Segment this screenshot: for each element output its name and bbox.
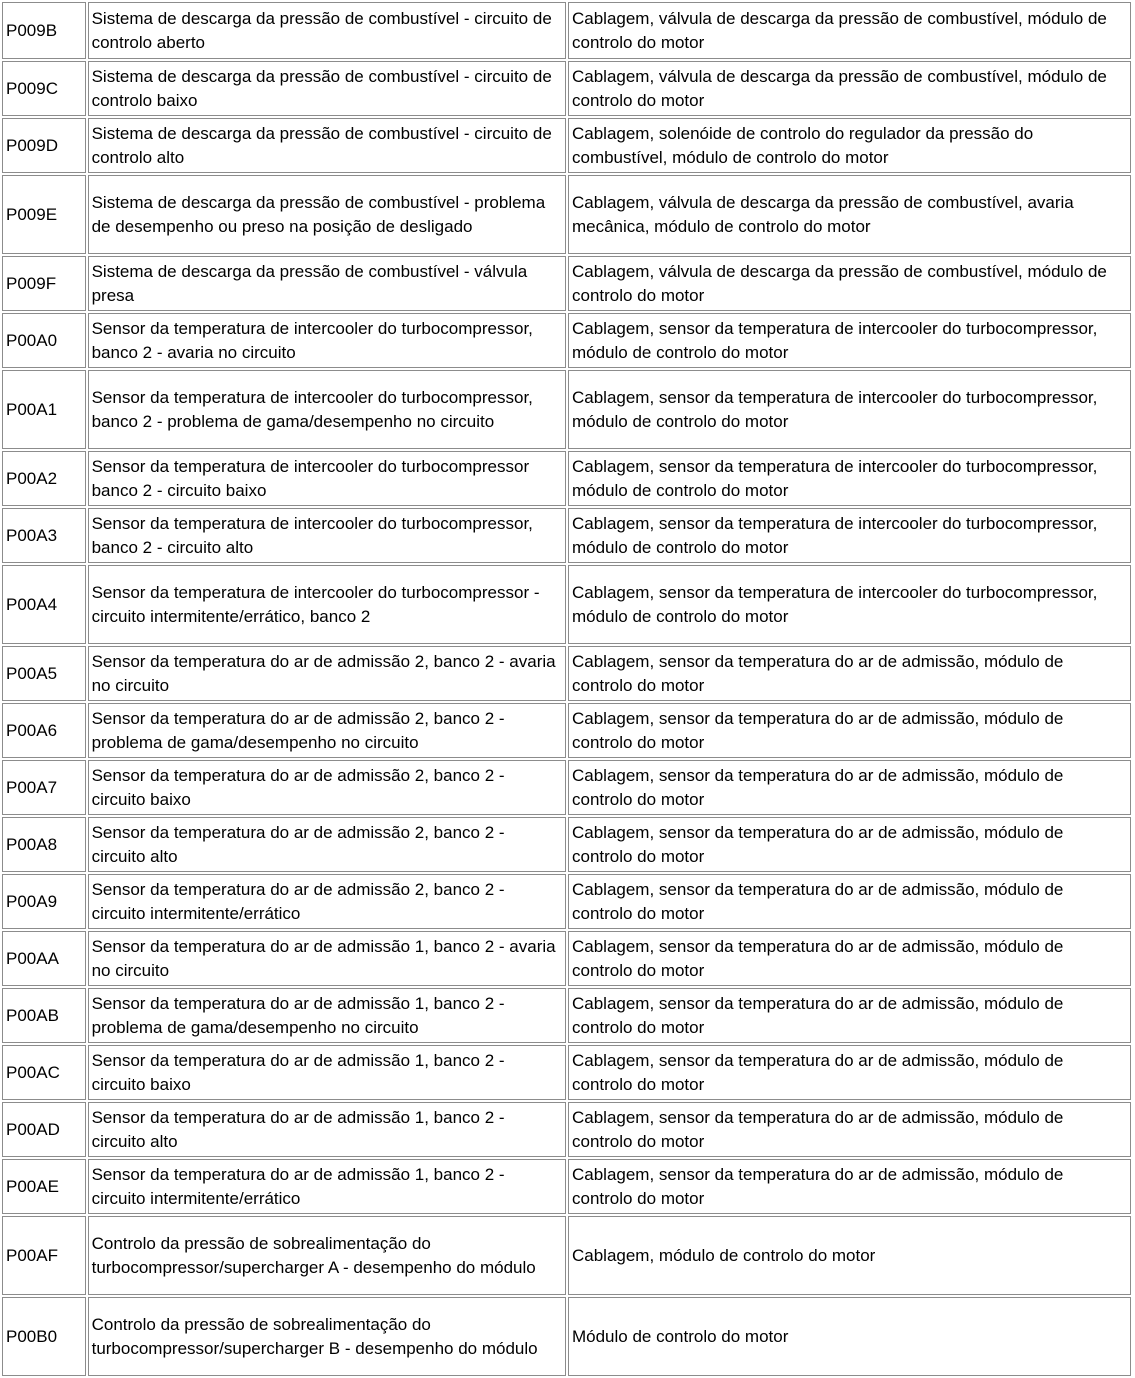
table-row bbox=[2, 1159, 1131, 1214]
fault-code-cell: P009D bbox=[2, 118, 86, 173]
table-row bbox=[2, 988, 1131, 1043]
possible-cause-cell: Cablagem, sensor da temperatura de intercooler do turbocompressor, módulo de controlo do motor bbox=[568, 313, 1131, 368]
possible-cause-cell: Cablagem, válvula de descarga da pressão de combustível, módulo de controlo do motor bbox=[568, 256, 1131, 311]
table-row bbox=[2, 703, 1131, 758]
possible-cause-cell: Cablagem, solenóide de controlo do regulador da pressão do combustível, módulo de controlo do motor bbox=[568, 118, 1131, 173]
fault-code-cell: P00AE bbox=[2, 1159, 86, 1214]
table-row bbox=[2, 565, 1131, 644]
fault-description-cell: Sensor da temperatura de intercooler do turbocompressor, banco 2 - problema de gama/desempenho no circuito bbox=[88, 370, 566, 449]
possible-cause-cell: Cablagem, sensor da temperatura do ar de admissão, módulo de controlo do motor bbox=[568, 703, 1131, 758]
fault-code-cell: P00AD bbox=[2, 1102, 86, 1157]
table-row bbox=[2, 1216, 1131, 1295]
fault-description-cell: Sensor da temperatura de intercooler do turbocompressor, banco 2 - avaria no circuito bbox=[88, 313, 566, 368]
fault-description-cell: Sensor da temperatura de intercooler do turbocompressor banco 2 - circuito baixo bbox=[88, 451, 566, 506]
possible-cause-cell: Cablagem, sensor da temperatura do ar de admissão, módulo de controlo do motor bbox=[568, 874, 1131, 929]
table-row bbox=[2, 256, 1131, 311]
table-row bbox=[2, 931, 1131, 986]
possible-cause-cell: Cablagem, sensor da temperatura do ar de admissão, módulo de controlo do motor bbox=[568, 1102, 1131, 1157]
fault-code-cell: P00A4 bbox=[2, 565, 86, 644]
fault-code-cell: P00B0 bbox=[2, 1297, 86, 1376]
table-row bbox=[2, 508, 1131, 563]
fault-description-cell: Sensor da temperatura do ar de admissão 1, banco 2 - circuito intermitente/errático bbox=[88, 1159, 566, 1214]
fault-description-cell: Sistema de descarga da pressão de combustível - problema de desempenho ou preso na posição de desligado bbox=[88, 175, 566, 254]
fault-code-cell: P00A0 bbox=[2, 313, 86, 368]
fault-code-table-body bbox=[2, 2, 1131, 1376]
fault-code-cell: P00AF bbox=[2, 1216, 86, 1295]
possible-cause-cell: Cablagem, válvula de descarga da pressão de combustível, módulo de controlo do motor bbox=[568, 61, 1131, 116]
fault-code-cell: P00A1 bbox=[2, 370, 86, 449]
possible-cause-cell: Módulo de controlo do motor bbox=[568, 1297, 1131, 1376]
table-row bbox=[2, 61, 1131, 116]
fault-code-cell: P009C bbox=[2, 61, 86, 116]
possible-cause-cell: Cablagem, sensor da temperatura de intercooler do turbocompressor, módulo de controlo do motor bbox=[568, 565, 1131, 644]
possible-cause-cell: Cablagem, módulo de controlo do motor bbox=[568, 1216, 1131, 1295]
possible-cause-cell: Cablagem, sensor da temperatura do ar de admissão, módulo de controlo do motor bbox=[568, 931, 1131, 986]
table-row bbox=[2, 451, 1131, 506]
fault-description-cell: Sensor da temperatura do ar de admissão 2, banco 2 - circuito baixo bbox=[88, 760, 566, 815]
possible-cause-cell: Cablagem, sensor da temperatura do ar de admissão, módulo de controlo do motor bbox=[568, 760, 1131, 815]
fault-description-cell: Sensor da temperatura do ar de admissão 1, banco 2 - problema de gama/desempenho no circuito bbox=[88, 988, 566, 1043]
fault-description-cell: Sistema de descarga da pressão de combustível - válvula presa bbox=[88, 256, 566, 311]
fault-description-cell: Sensor da temperatura do ar de admissão 2, banco 2 - avaria no circuito bbox=[88, 646, 566, 701]
possible-cause-cell: Cablagem, sensor da temperatura do ar de admissão, módulo de controlo do motor bbox=[568, 1045, 1131, 1100]
fault-code-cell: P009B bbox=[2, 2, 86, 59]
fault-description-cell: Sistema de descarga da pressão de combustível - circuito de controlo baixo bbox=[88, 61, 566, 116]
fault-description-cell: Sensor da temperatura do ar de admissão 2, banco 2 - circuito intermitente/errático bbox=[88, 874, 566, 929]
fault-code-cell: P009F bbox=[2, 256, 86, 311]
fault-code-cell: P00AA bbox=[2, 931, 86, 986]
table-row bbox=[2, 118, 1131, 173]
possible-cause-cell: Cablagem, válvula de descarga da pressão de combustível, módulo de controlo do motor bbox=[568, 2, 1131, 59]
fault-description-cell: Sensor da temperatura de intercooler do turbocompressor - circuito intermitente/errático, banco 2 bbox=[88, 565, 566, 644]
table-row bbox=[2, 646, 1131, 701]
fault-code-cell: P00A8 bbox=[2, 817, 86, 872]
fault-code-cell: P00AB bbox=[2, 988, 86, 1043]
fault-description-cell: Controlo da pressão de sobrealimentação do turbocompressor/supercharger A - desempenho do módulo bbox=[88, 1216, 566, 1295]
fault-description-cell: Sensor da temperatura do ar de admissão 1, banco 2 - avaria no circuito bbox=[88, 931, 566, 986]
table-row bbox=[2, 1045, 1131, 1100]
table-row bbox=[2, 2, 1131, 59]
fault-code-cell: P00A9 bbox=[2, 874, 86, 929]
possible-cause-cell: Cablagem, sensor da temperatura de intercooler do turbocompressor, módulo de controlo do motor bbox=[568, 370, 1131, 449]
fault-description-cell: Sensor da temperatura do ar de admissão 2, banco 2 - problema de gama/desempenho no circuito bbox=[88, 703, 566, 758]
table-row bbox=[2, 175, 1131, 254]
fault-code-cell: P00A5 bbox=[2, 646, 86, 701]
table-row bbox=[2, 313, 1131, 368]
fault-code-cell: P00A3 bbox=[2, 508, 86, 563]
possible-cause-cell: Cablagem, sensor da temperatura do ar de admissão, módulo de controlo do motor bbox=[568, 646, 1131, 701]
fault-code-cell: P009E bbox=[2, 175, 86, 254]
table-row bbox=[2, 760, 1131, 815]
fault-description-cell: Sistema de descarga da pressão de combustível - circuito de controlo aberto bbox=[88, 2, 566, 59]
possible-cause-cell: Cablagem, sensor da temperatura do ar de admissão, módulo de controlo do motor bbox=[568, 988, 1131, 1043]
possible-cause-cell: Cablagem, sensor da temperatura do ar de admissão, módulo de controlo do motor bbox=[568, 1159, 1131, 1214]
fault-code-cell: P00A7 bbox=[2, 760, 86, 815]
possible-cause-cell: Cablagem, sensor da temperatura de intercooler do turbocompressor, módulo de controlo do motor bbox=[568, 508, 1131, 563]
fault-description-cell: Sensor da temperatura do ar de admissão 2, banco 2 - circuito alto bbox=[88, 817, 566, 872]
fault-description-cell: Sensor da temperatura do ar de admissão 1, banco 2 - circuito baixo bbox=[88, 1045, 566, 1100]
fault-code-cell: P00AC bbox=[2, 1045, 86, 1100]
possible-cause-cell: Cablagem, sensor da temperatura do ar de admissão, módulo de controlo do motor bbox=[568, 817, 1131, 872]
possible-cause-cell: Cablagem, sensor da temperatura de intercooler do turbocompressor, módulo de controlo do motor bbox=[568, 451, 1131, 506]
table-row bbox=[2, 817, 1131, 872]
fault-code-cell: P00A6 bbox=[2, 703, 86, 758]
table-row bbox=[2, 874, 1131, 929]
fault-description-cell: Sensor da temperatura de intercooler do turbocompressor, banco 2 - circuito alto bbox=[88, 508, 566, 563]
table-row bbox=[2, 1297, 1131, 1376]
fault-description-cell: Sensor da temperatura do ar de admissão 1, banco 2 - circuito alto bbox=[88, 1102, 566, 1157]
fault-description-cell: Controlo da pressão de sobrealimentação do turbocompressor/supercharger B - desempenho do módulo bbox=[88, 1297, 566, 1376]
fault-description-cell: Sistema de descarga da pressão de combustível - circuito de controlo alto bbox=[88, 118, 566, 173]
table-row bbox=[2, 1102, 1131, 1157]
possible-cause-cell: Cablagem, válvula de descarga da pressão de combustível, avaria mecânica, módulo de controlo do motor bbox=[568, 175, 1131, 254]
fault-code-cell: P00A2 bbox=[2, 451, 86, 506]
table-row bbox=[2, 370, 1131, 449]
